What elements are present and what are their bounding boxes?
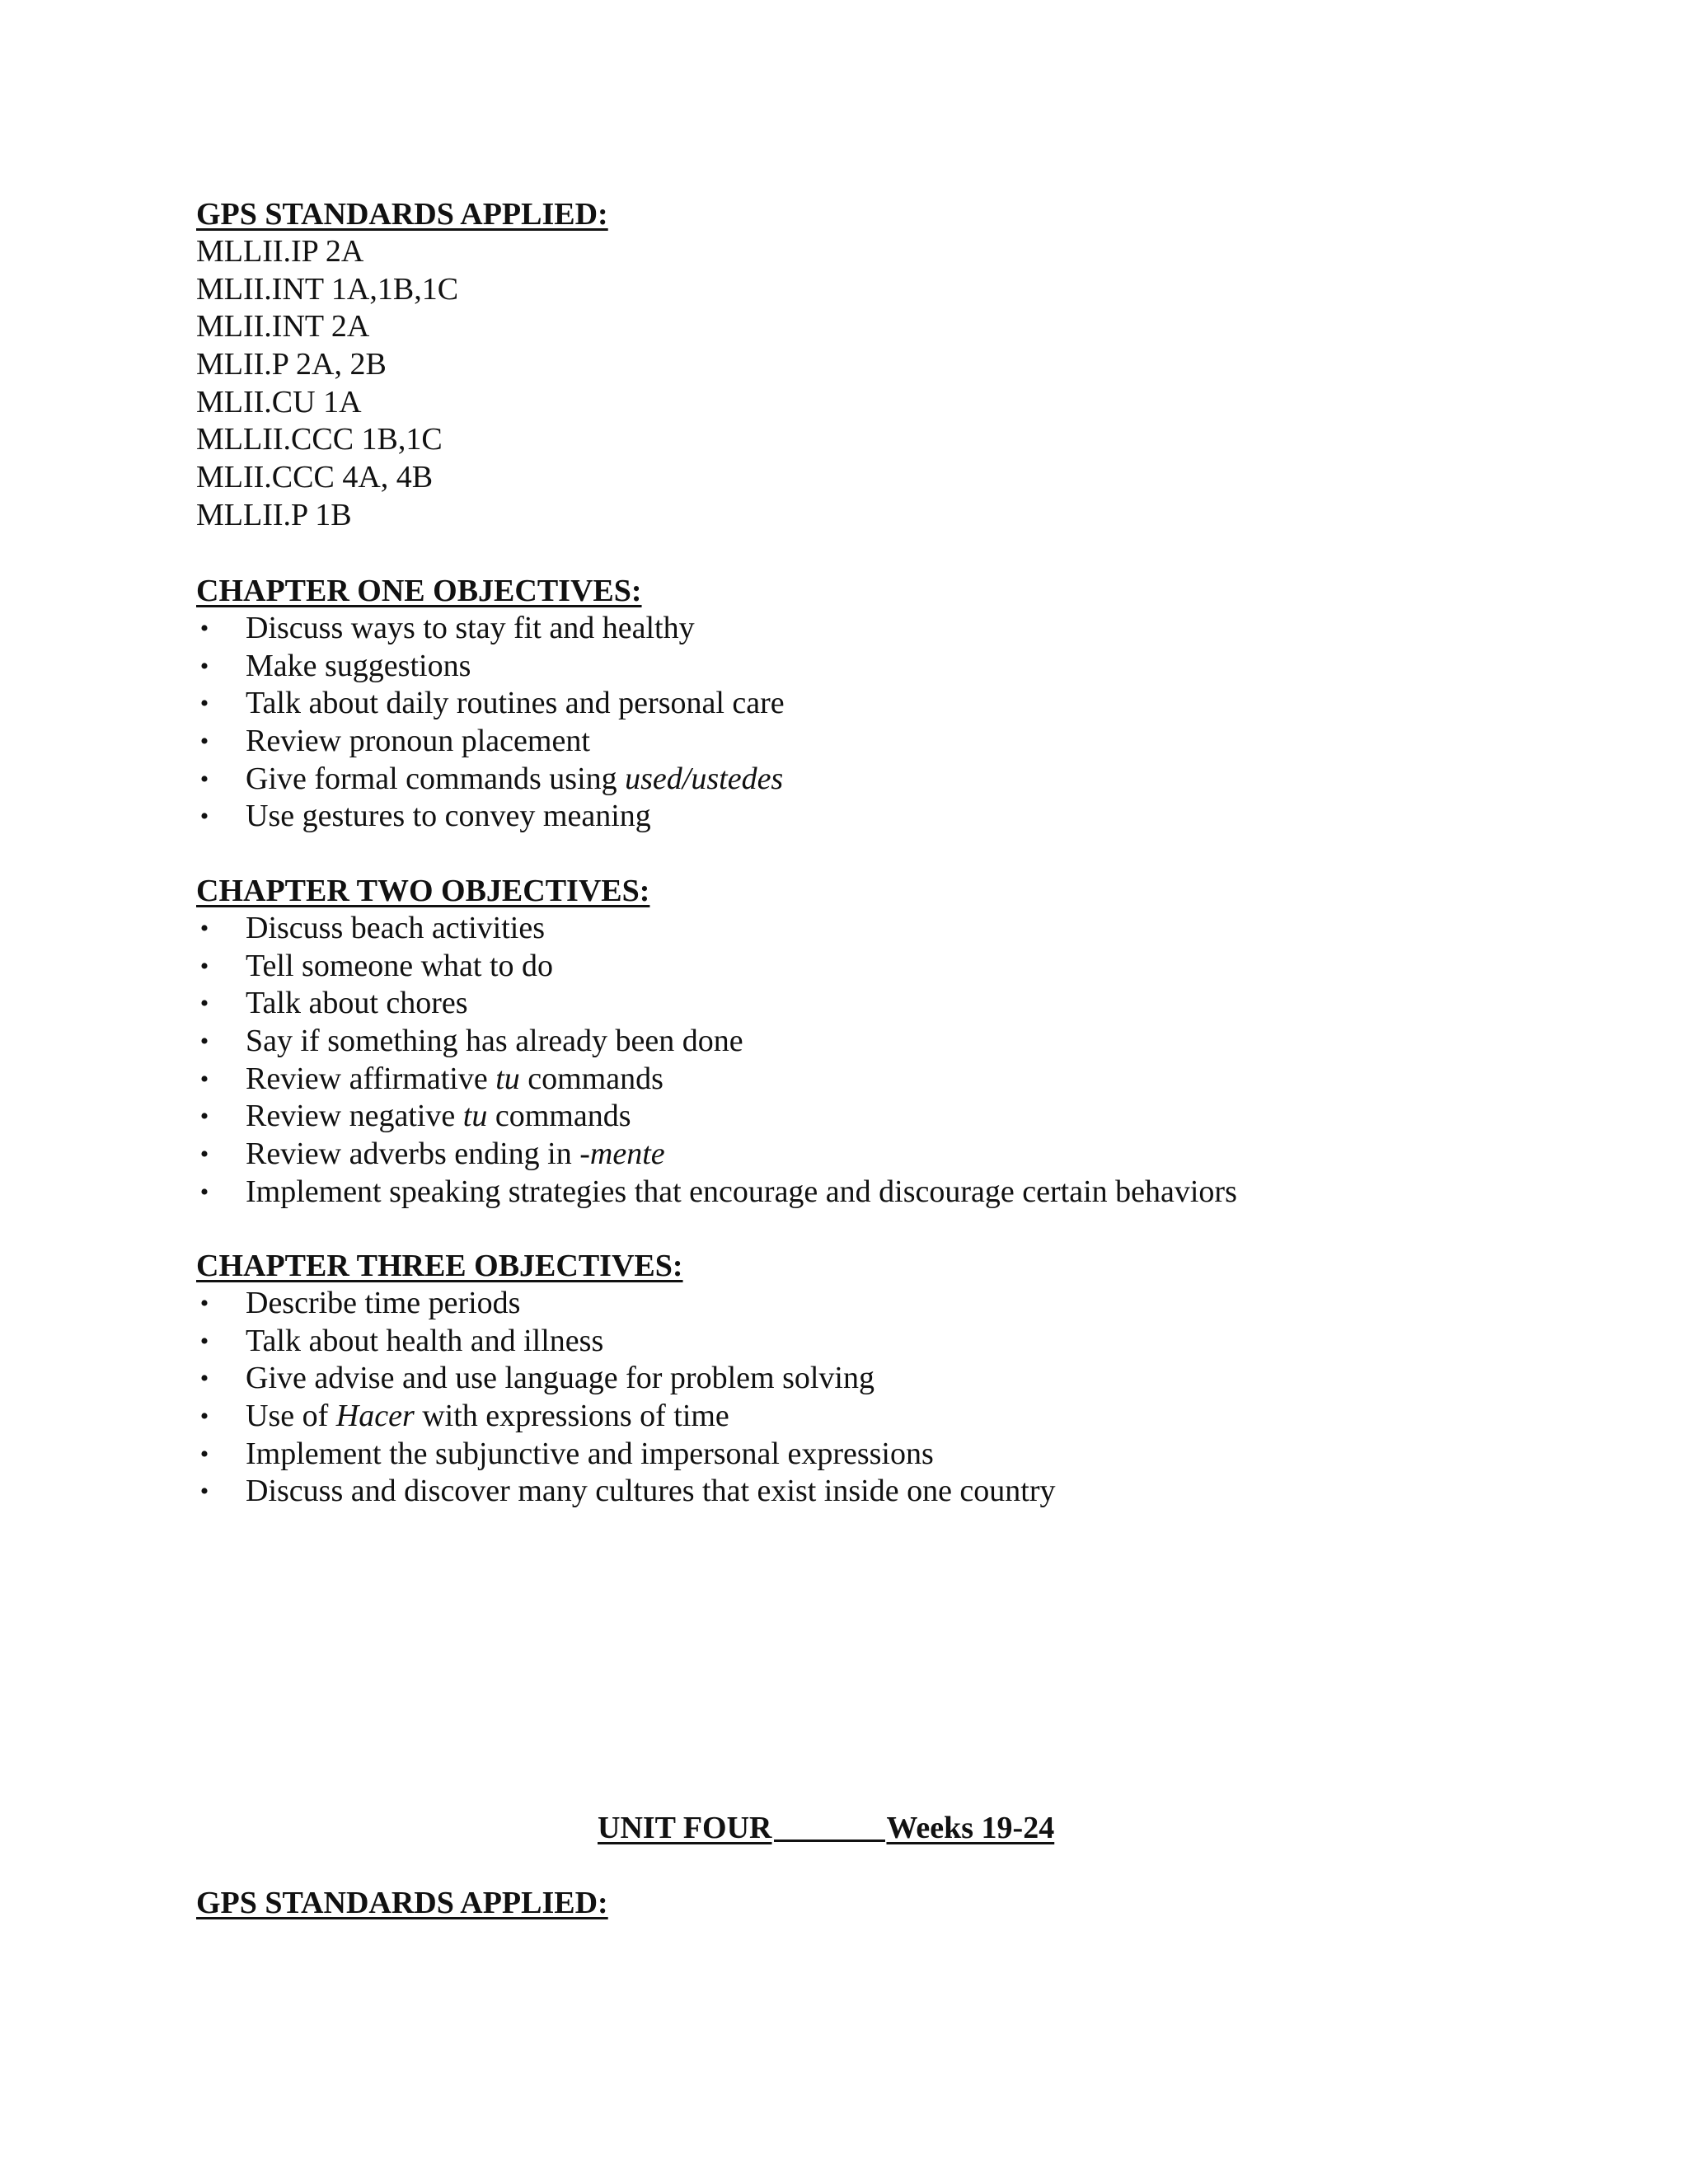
section-heading: GPS STANDARDS APPLIED: — [196, 1886, 608, 1920]
objective-item: • Tell someone what to do — [196, 948, 1597, 986]
bullet-icon: • — [199, 1365, 209, 1393]
standard-item: MLII.CCC 4A, 4B — [196, 460, 434, 495]
bullet-icon: • — [199, 803, 209, 831]
objective-item: • Give advise and use language for problem solving — [196, 1360, 1597, 1398]
objective-item: • Implement speaking strategies that encourage and discourage certain behaviors — [196, 1174, 1597, 1212]
underline-gap — [774, 1815, 885, 1842]
gps-standards-section — [196, 195, 1597, 535]
bullet-icon: • — [199, 1028, 209, 1056]
section-heading: GPS STANDARDS APPLIED: — [196, 197, 608, 232]
objective-item: • Use gestures to convey meaning — [196, 798, 1597, 836]
standard-item: MLLII.IP 2A — [196, 234, 364, 269]
objective-item: • Discuss ways to stay fit and healthy — [196, 610, 1597, 648]
bullet-icon: • — [199, 952, 209, 980]
unit-four-heading — [598, 1809, 1054, 1847]
objective-item: • Review adverbs ending in -mente — [196, 1136, 1597, 1174]
standard-item: MLII.INT 1A,1B,1C — [196, 271, 459, 307]
chapter-three-section — [196, 1247, 1597, 1511]
objective-item: • Review negative tu commands — [196, 1098, 1597, 1136]
objective-item: • Discuss and discover many cultures that exist inside one country — [196, 1473, 1597, 1511]
objective-item: • Make suggestions — [196, 648, 1597, 686]
bullet-icon: • — [199, 652, 209, 680]
bullet-icon: • — [199, 1403, 209, 1431]
objective-item: • Talk about health and illness — [196, 1323, 1597, 1361]
bullet-icon: • — [199, 615, 209, 642]
standards-list — [196, 233, 1597, 535]
standard-item: MLLII.P 1B — [196, 497, 352, 532]
bullet-icon: • — [199, 765, 209, 793]
objective-item: • Implement the subjunctive and impersonal expressions — [196, 1436, 1597, 1474]
chapter-heading: CHAPTER ONE OBJECTIVES: — [196, 574, 642, 608]
bullet-icon: • — [199, 1065, 209, 1093]
chapter-heading: CHAPTER TWO OBJECTIVES: — [196, 874, 650, 908]
objective-item: • Review pronoun placement — [196, 723, 1597, 761]
bullet-icon: • — [199, 1141, 209, 1169]
bullet-icon: • — [199, 1440, 209, 1468]
chapter-heading: CHAPTER THREE OBJECTIVES: — [196, 1249, 683, 1283]
objective-item: • Describe time periods — [196, 1285, 1597, 1323]
bullet-icon: • — [199, 728, 209, 756]
standard-item: MLII.P 2A, 2B — [196, 347, 387, 382]
objective-item: • Review affirmative tu commands — [196, 1061, 1597, 1099]
objectives-list — [196, 1285, 1597, 1511]
objective-item: • Talk about daily routines and personal care — [196, 685, 1597, 723]
objective-item: • Say if something has already been done — [196, 1023, 1597, 1061]
objectives-list — [196, 610, 1597, 836]
objective-item: • Talk about chores — [196, 985, 1597, 1023]
bullet-icon: • — [199, 990, 209, 1018]
objective-item: • Discuss beach activities — [196, 910, 1597, 948]
standard-item: MLLII.CCC 1B,1C — [196, 422, 443, 457]
objective-item: • Give formal commands using used/ustedes — [196, 761, 1597, 799]
gps-standards-section-unit-four — [196, 1884, 1597, 1922]
standard-item: MLII.INT 2A — [196, 309, 370, 344]
bullet-icon: • — [199, 1290, 209, 1317]
bullet-icon: • — [199, 1327, 209, 1355]
chapter-two-section — [196, 872, 1597, 1212]
chapter-one-section — [196, 572, 1597, 836]
bullet-icon: • — [199, 1103, 209, 1131]
bullet-icon: • — [199, 1178, 209, 1206]
objective-item: • Use of Hacer with expressions of time — [196, 1398, 1597, 1436]
unit-weeks: Weeks 19-24 — [886, 1811, 1055, 1845]
standard-item: MLII.CU 1A — [196, 384, 362, 419]
bullet-icon: • — [199, 690, 209, 718]
bullet-icon: • — [199, 1478, 209, 1506]
objectives-list — [196, 910, 1597, 1212]
bullet-icon: • — [199, 915, 209, 942]
unit-title: UNIT FOUR — [598, 1811, 772, 1845]
